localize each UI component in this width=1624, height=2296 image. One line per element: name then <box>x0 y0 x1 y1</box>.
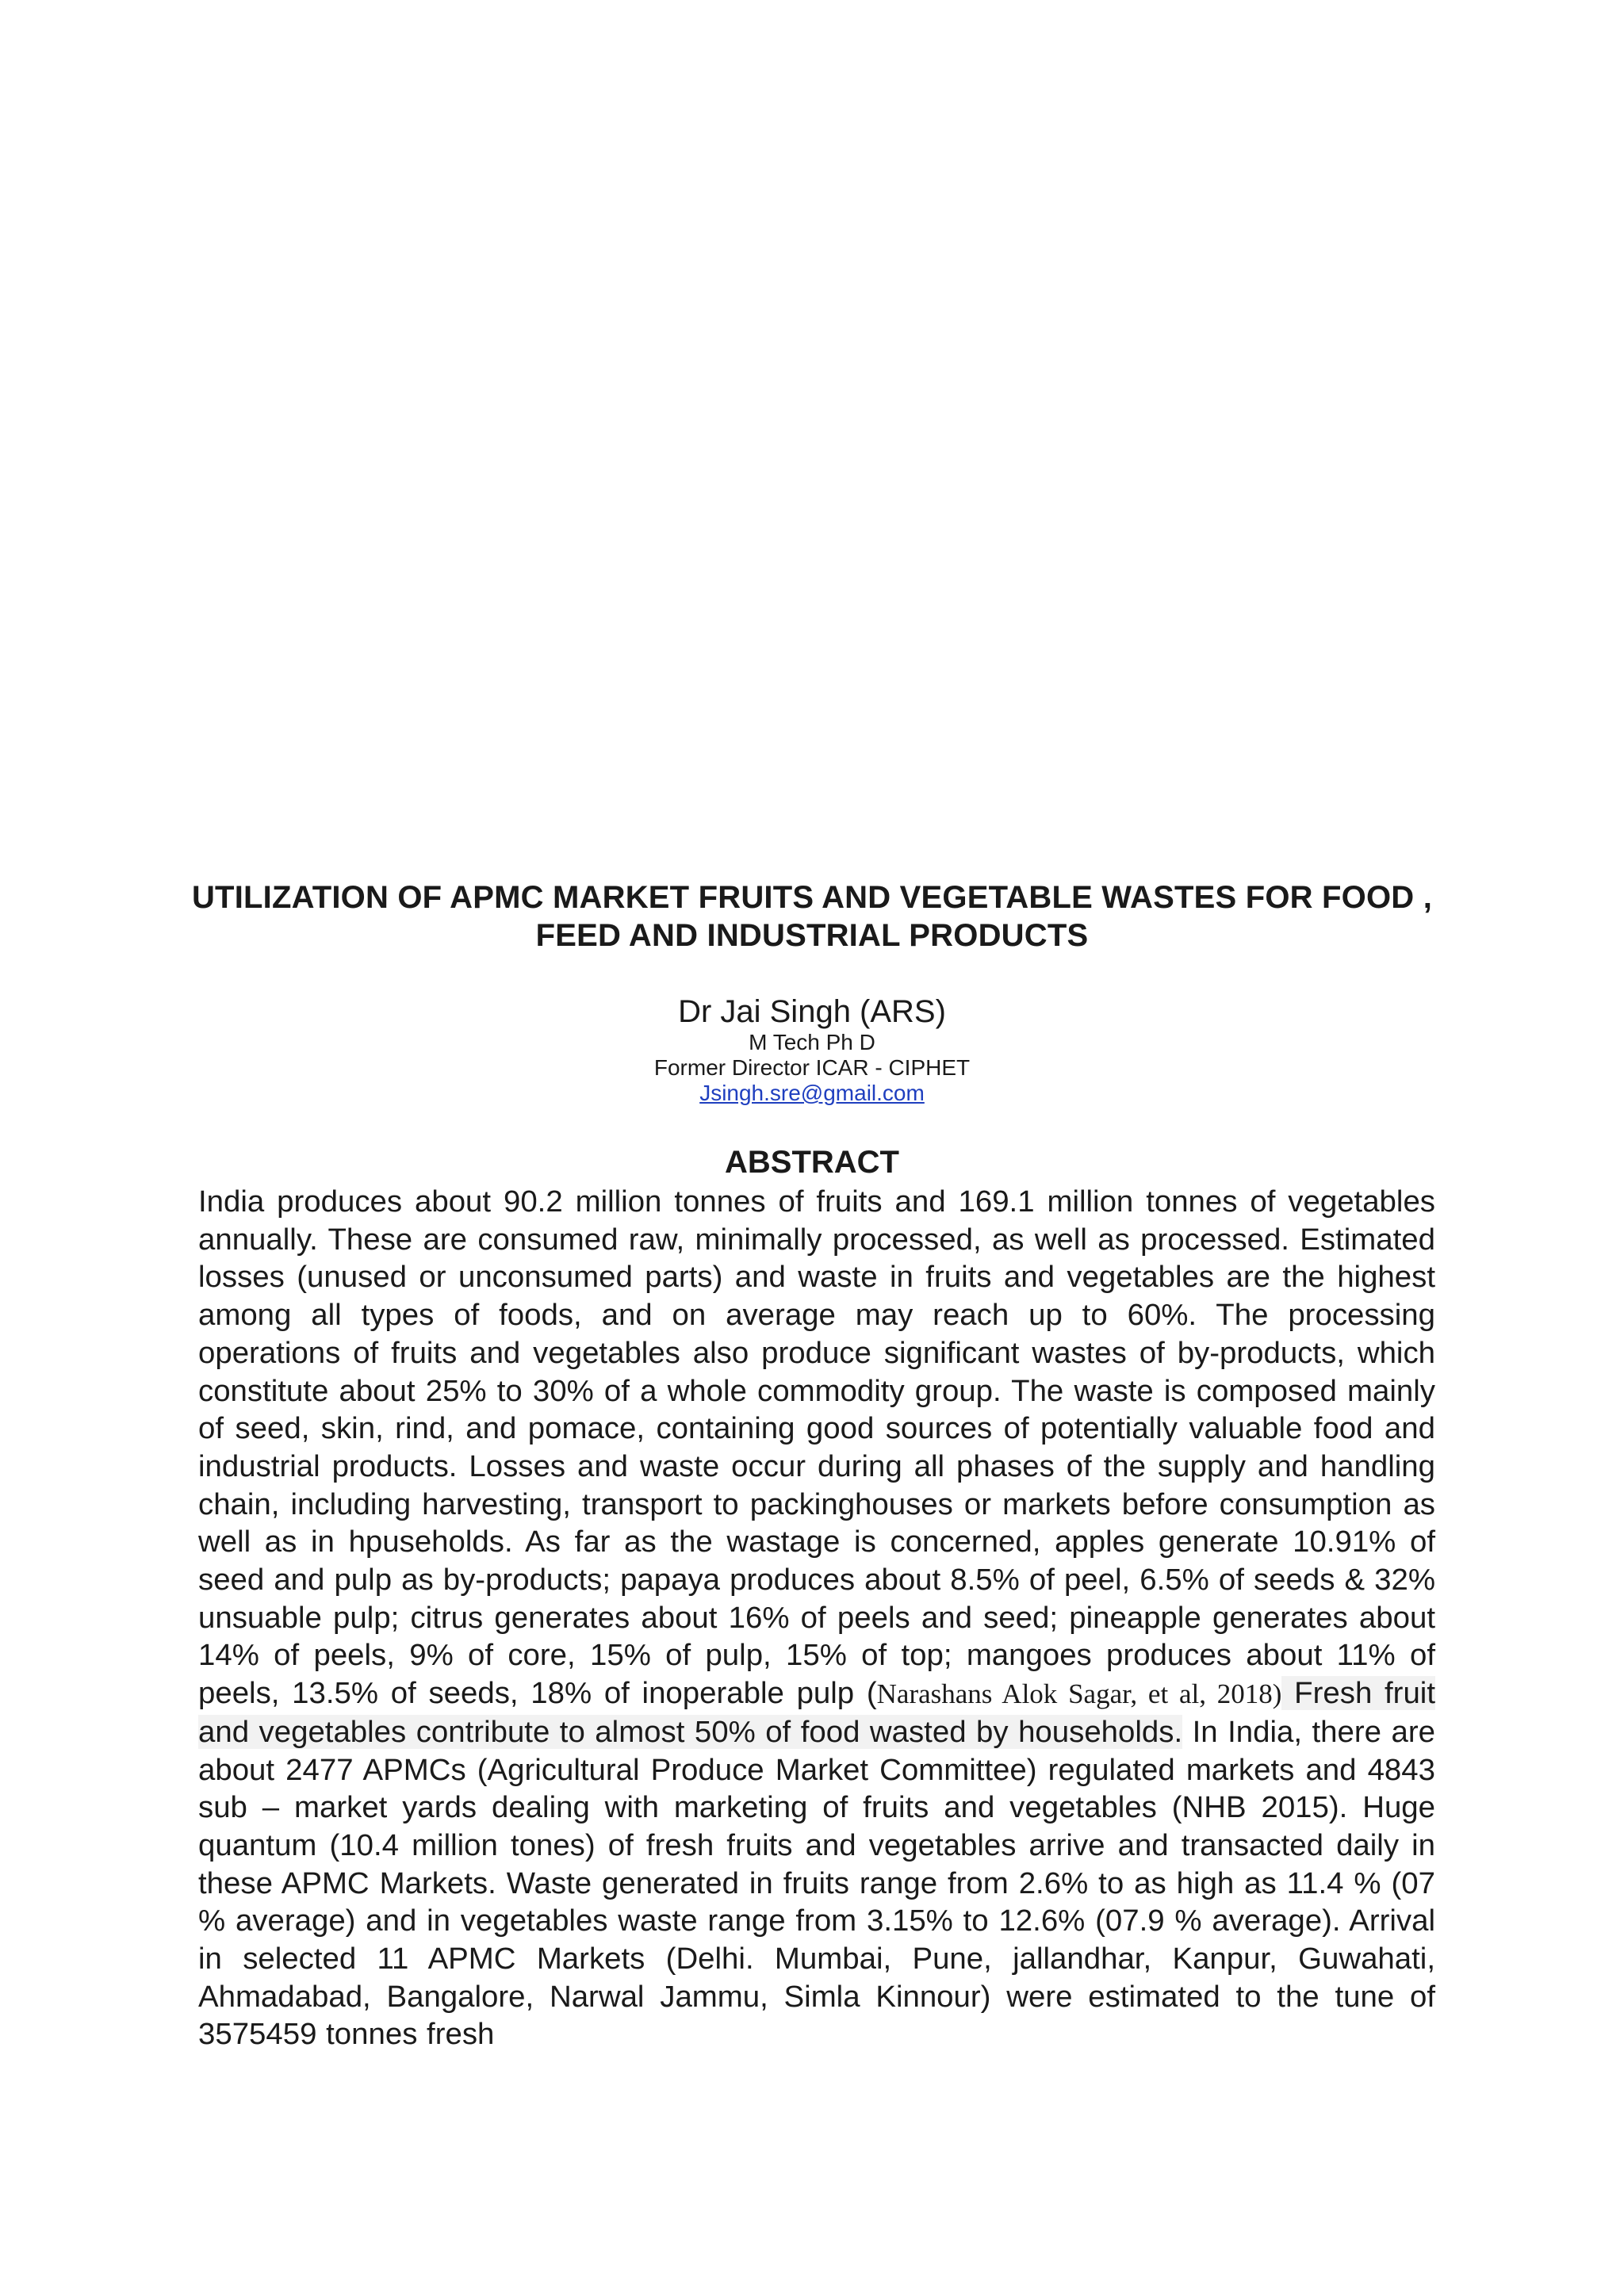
author-block <box>495 993 1129 1106</box>
abstract-text-part2: In India, there are about 2477 APMCs (Agricultural Produce Market Committee) regulated markets and 4843 sub – market yards dealing with marketing of fruits and vegetables (NHB 2015). Huge quantum (10.4 million tones) of fresh fruits and vegetables arrive and transacted daily in these APMC Markets. Waste generated in fruits range from 2.6% to as high as 11.4 % (07 % average) and in vegetables waste range from 3.15% to 12.6% (07.9 % average). Arrival in selected 11 APMC Markets (Delhi. Mumbai, Pune, jallandhar, Kanpur, Guwahati, Ahmadabad, Bangalore, Narwal Jammu, Simla Kinnour) were estimated to the tune of 3575459 tonnes fresh <box>198 1714 1435 2052</box>
author-email-link[interactable]: Jsingh.sre@gmail.com <box>699 1081 925 1105</box>
abstract-heading: ABSTRACT <box>725 1145 899 1180</box>
abstract-body <box>198 1183 1435 2053</box>
abstract-text-part1: India produces about 90.2 million tonnes of fruits and 169.1 million tonnes of vegetables annually. These are consumed raw, minimally processed, as well as processed. Estimated losses (unused or unconsumed parts) and waste in fruits and vegetables are the highest among all types of foods, and on average may reach up to 60%. The processing operations of fruits and vegetables also produce significant wastes of by-products, which constitute about 25% to 30% of a whole commodity group. The waste is composed mainly of seed, skin, rind, and pomace, containing good sources of potentially valuable food and industrial products. Losses and waste occur during all phases of the supply and handling chain, including harvesting, transport to packinghouses or markets before consumption as well as in hpuseholds. As far as the wastage is concerned, apples generate 10.91% of seed and pulp as by-products; papaya produces about 8.5% of peel, 6.5% of seeds & 32% unsuable pulp; citrus generates about 16% of peels and seed; pineapple generates about 14% of peels, 9% of core, 15% of pulp, 15% of top; mangoes produces about 11% of peels, 13.5% of seeds, 18% of inoperable pulp ( <box>198 1184 1435 1711</box>
author-degree: M Tech Ph D <box>749 1030 875 1054</box>
abstract-citation: Narashans Alok Sagar, et al, 2018) <box>876 1678 1282 1710</box>
abstract-highlighted-sentence: Fresh fruit and vegetables contribute to almost 50% of food wasted by households. <box>198 1676 1436 1749</box>
author-name: Dr Jai Singh (ARS) <box>678 994 946 1029</box>
paper-title: UTILIZATION OF APMC MARKET FRUITS AND VEGETABLE WASTES FOR FOOD , FEED AND INDUSTRIAL PRODUCTS <box>191 880 1433 953</box>
author-affiliation: Former Director ICAR - CIPHET <box>653 1055 971 1080</box>
